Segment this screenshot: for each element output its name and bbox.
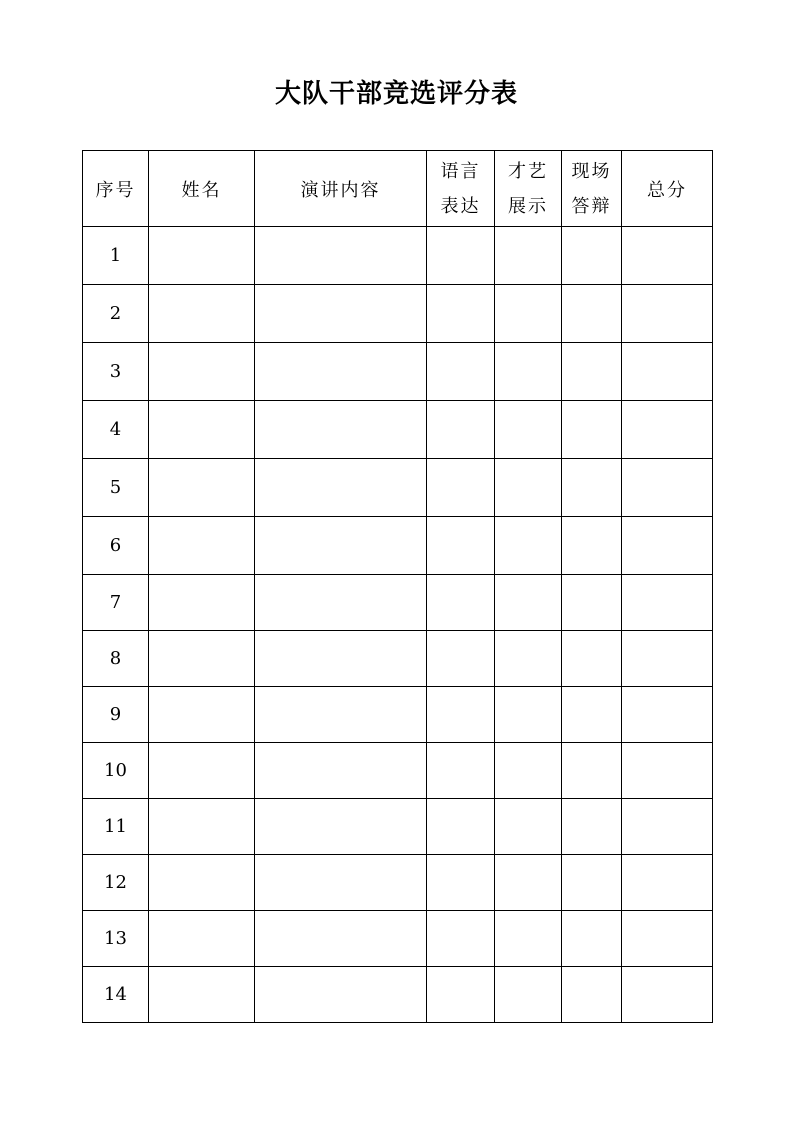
cell-debate — [562, 401, 622, 459]
cell-debate — [562, 343, 622, 401]
table-row — [83, 575, 713, 631]
cell-debate — [562, 227, 622, 285]
row-number: 14 — [83, 967, 149, 1023]
header-talent-line1: 才艺 — [508, 160, 548, 182]
cell-language — [427, 575, 495, 631]
cell-speech — [255, 459, 427, 517]
table-row — [83, 517, 713, 575]
header-language-expression — [427, 151, 495, 227]
cell-language — [427, 343, 495, 401]
cell-talent — [495, 575, 562, 631]
header-total: 总分 — [622, 151, 713, 227]
table-row — [83, 343, 713, 401]
cell-speech — [255, 967, 427, 1023]
cell-talent — [495, 343, 562, 401]
cell-debate — [562, 855, 622, 911]
header-language-line1: 语言 — [440, 160, 481, 182]
cell-speech — [255, 799, 427, 855]
cell-debate — [562, 743, 622, 799]
cell-language — [427, 517, 495, 575]
cell-name — [149, 967, 255, 1023]
row-number: 10 — [83, 743, 149, 799]
row-number: 5 — [83, 459, 149, 517]
table-row — [83, 743, 713, 799]
table-row — [83, 687, 713, 743]
row-number: 3 — [83, 343, 149, 401]
cell-name — [149, 631, 255, 687]
cell-language — [427, 799, 495, 855]
table-row — [83, 855, 713, 911]
cell-language — [427, 743, 495, 799]
cell-language — [427, 285, 495, 343]
cell-debate — [562, 799, 622, 855]
header-speech-content: 演讲内容 — [255, 151, 427, 227]
header-debate-line1: 现场 — [571, 160, 612, 182]
cell-speech — [255, 687, 427, 743]
row-number: 2 — [83, 285, 149, 343]
cell-debate — [562, 687, 622, 743]
cell-talent — [495, 799, 562, 855]
cell-speech — [255, 855, 427, 911]
row-number: 12 — [83, 855, 149, 911]
cell-total — [622, 517, 713, 575]
cell-total — [622, 575, 713, 631]
cell-total — [622, 285, 713, 343]
cell-language — [427, 855, 495, 911]
cell-talent — [495, 285, 562, 343]
cell-total — [622, 743, 713, 799]
score-table — [82, 150, 713, 1023]
cell-speech — [255, 285, 427, 343]
cell-language — [427, 687, 495, 743]
cell-total — [622, 855, 713, 911]
cell-debate — [562, 517, 622, 575]
cell-name — [149, 911, 255, 967]
header-row — [83, 151, 713, 227]
cell-total — [622, 967, 713, 1023]
cell-language — [427, 227, 495, 285]
row-number: 8 — [83, 631, 149, 687]
cell-talent — [495, 459, 562, 517]
table-row — [83, 631, 713, 687]
cell-name — [149, 855, 255, 911]
cell-talent — [495, 911, 562, 967]
cell-speech — [255, 631, 427, 687]
header-language-line2: 表达 — [440, 195, 481, 217]
table-row — [83, 401, 713, 459]
cell-total — [622, 343, 713, 401]
cell-name — [149, 799, 255, 855]
cell-name — [149, 227, 255, 285]
cell-talent — [495, 401, 562, 459]
row-number: 6 — [83, 517, 149, 575]
cell-speech — [255, 911, 427, 967]
header-onsite-debate — [562, 151, 622, 227]
cell-talent — [495, 855, 562, 911]
header-seq: 序号 — [83, 151, 149, 227]
cell-language — [427, 911, 495, 967]
table-row — [83, 227, 713, 285]
cell-language — [427, 631, 495, 687]
cell-talent — [495, 227, 562, 285]
cell-name — [149, 687, 255, 743]
cell-total — [622, 459, 713, 517]
cell-total — [622, 401, 713, 459]
cell-talent — [495, 687, 562, 743]
cell-name — [149, 517, 255, 575]
cell-speech — [255, 743, 427, 799]
cell-language — [427, 401, 495, 459]
row-number: 4 — [83, 401, 149, 459]
table-row — [83, 459, 713, 517]
table-row — [83, 799, 713, 855]
cell-debate — [562, 967, 622, 1023]
row-number: 1 — [83, 227, 149, 285]
cell-total — [622, 911, 713, 967]
cell-total — [622, 687, 713, 743]
page-title: 大队干部竞选评分表 — [274, 79, 518, 109]
cell-debate — [562, 575, 622, 631]
cell-name — [149, 401, 255, 459]
row-number: 7 — [83, 575, 149, 631]
cell-talent — [495, 743, 562, 799]
cell-total — [622, 227, 713, 285]
header-talent-line2: 展示 — [508, 195, 548, 217]
cell-language — [427, 967, 495, 1023]
cell-talent — [495, 631, 562, 687]
cell-speech — [255, 401, 427, 459]
cell-speech — [255, 517, 427, 575]
cell-name — [149, 459, 255, 517]
cell-name — [149, 743, 255, 799]
cell-total — [622, 631, 713, 687]
cell-debate — [562, 459, 622, 517]
row-number: 13 — [83, 911, 149, 967]
row-number: 9 — [83, 687, 149, 743]
table-row — [83, 967, 713, 1023]
cell-name — [149, 575, 255, 631]
table-row — [83, 285, 713, 343]
header-debate-line2: 答辩 — [571, 195, 612, 217]
cell-language — [427, 459, 495, 517]
cell-debate — [562, 285, 622, 343]
cell-total — [622, 799, 713, 855]
row-number: 11 — [83, 799, 149, 855]
table-row — [83, 911, 713, 967]
cell-talent — [495, 517, 562, 575]
cell-talent — [495, 967, 562, 1023]
cell-speech — [255, 343, 427, 401]
header-name: 姓名 — [149, 151, 255, 227]
header-talent-show — [495, 151, 562, 227]
cell-speech — [255, 227, 427, 285]
cell-debate — [562, 911, 622, 967]
cell-speech — [255, 575, 427, 631]
cell-debate — [562, 631, 622, 687]
cell-name — [149, 343, 255, 401]
cell-name — [149, 285, 255, 343]
